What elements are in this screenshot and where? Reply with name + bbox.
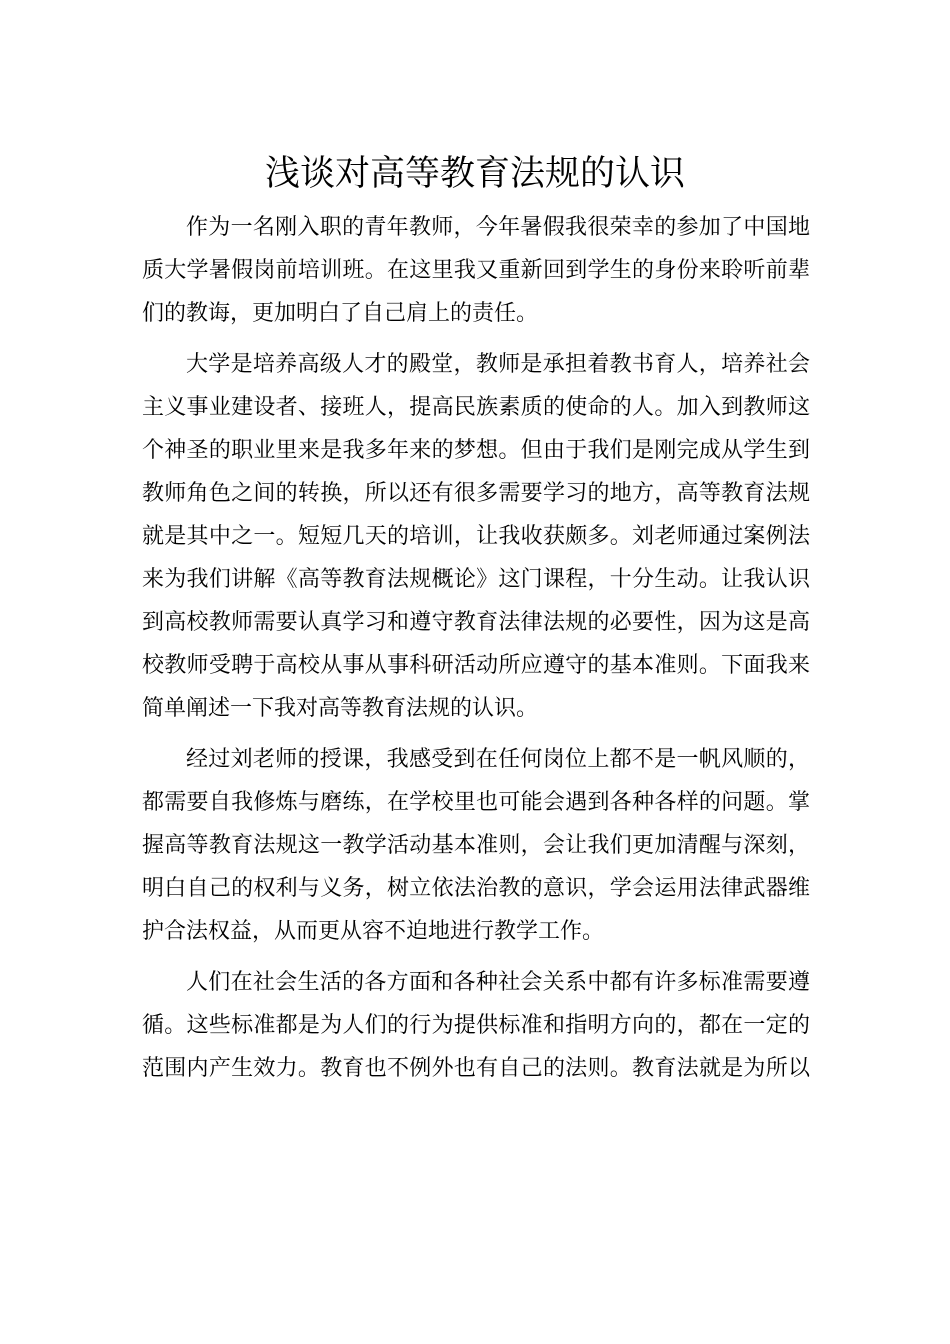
- paragraph-line: 教师角色之间的转换，所以还有很多需要学习的地方，高等教育法规: [142, 481, 810, 506]
- paragraph-line: 就是其中之一。短短几天的培训，让我收获颇多。刘老师通过案例法: [142, 524, 810, 549]
- paragraph-4: [142, 961, 810, 1090]
- paragraph-line: 个神圣的职业里来是我多年来的梦想。但由于我们是刚完成从学生到: [142, 438, 810, 463]
- paragraph-line: 质大学暑假岗前培训班。在这里我又重新回到学生的身份来聆听前辈: [142, 258, 810, 283]
- document-body: [142, 206, 810, 1090]
- paragraph-1: [142, 206, 810, 335]
- paragraph-line: 作为一名刚入职的青年教师，今年暑假我很荣幸的参加了中国地: [186, 215, 810, 240]
- paragraph-line: 们的教诲，更加明白了自己肩上的责任。: [142, 301, 539, 326]
- paragraph-3: [142, 738, 810, 953]
- paragraph-line: 大学是培养高级人才的殿堂，教师是承担着教书育人，培养社会: [186, 352, 810, 377]
- paragraph-line: 来为我们讲解《高等教育法规概论》这门课程，十分生动。让我认识: [142, 567, 810, 592]
- paragraph-line: 握高等教育法规这一教学活动基本准则，会让我们更加清醒与深刻，: [142, 833, 810, 858]
- paragraph-2: [142, 343, 810, 730]
- paragraph-line: 护合法权益，从而更从容不迫地进行教学工作。: [142, 919, 605, 944]
- document-title: 浅谈对高等教育法规的认识: [264, 154, 685, 194]
- paragraph-line: 简单阐述一下我对高等教育法规的认识。: [142, 696, 539, 721]
- paragraph-line: 明白自己的权利与义务，树立依法治教的意识，学会运用法律武器维: [142, 876, 810, 901]
- paragraph-line: 循。这些标准都是为人们的行为提供标准和指明方向的，都在一定的: [142, 1013, 810, 1038]
- paragraph-line: 主义事业建设者、接班人，提高民族素质的使命的人。加入到教师这: [142, 395, 810, 420]
- paragraph-line: 到高校教师需要认真学习和遵守教育法律法规的必要性，因为这是高: [142, 610, 810, 635]
- paragraph-line: 人们在社会生活的各方面和各种社会关系中都有许多标准需要遵: [186, 970, 810, 995]
- paragraph-line: 校教师受聘于高校从事从事科研活动所应遵守的基本准则。下面我来: [142, 653, 810, 678]
- paragraph-line: 都需要自我修炼与磨练，在学校里也可能会遇到各种各样的问题。掌: [142, 790, 810, 815]
- paragraph-line: 范围内产生效力。教育也不例外也有自己的法则。教育法就是为所以: [142, 1056, 810, 1081]
- paragraph-line: 经过刘老师的授课，我感受到在任何岗位上都不是一帆风顺的，: [186, 747, 810, 772]
